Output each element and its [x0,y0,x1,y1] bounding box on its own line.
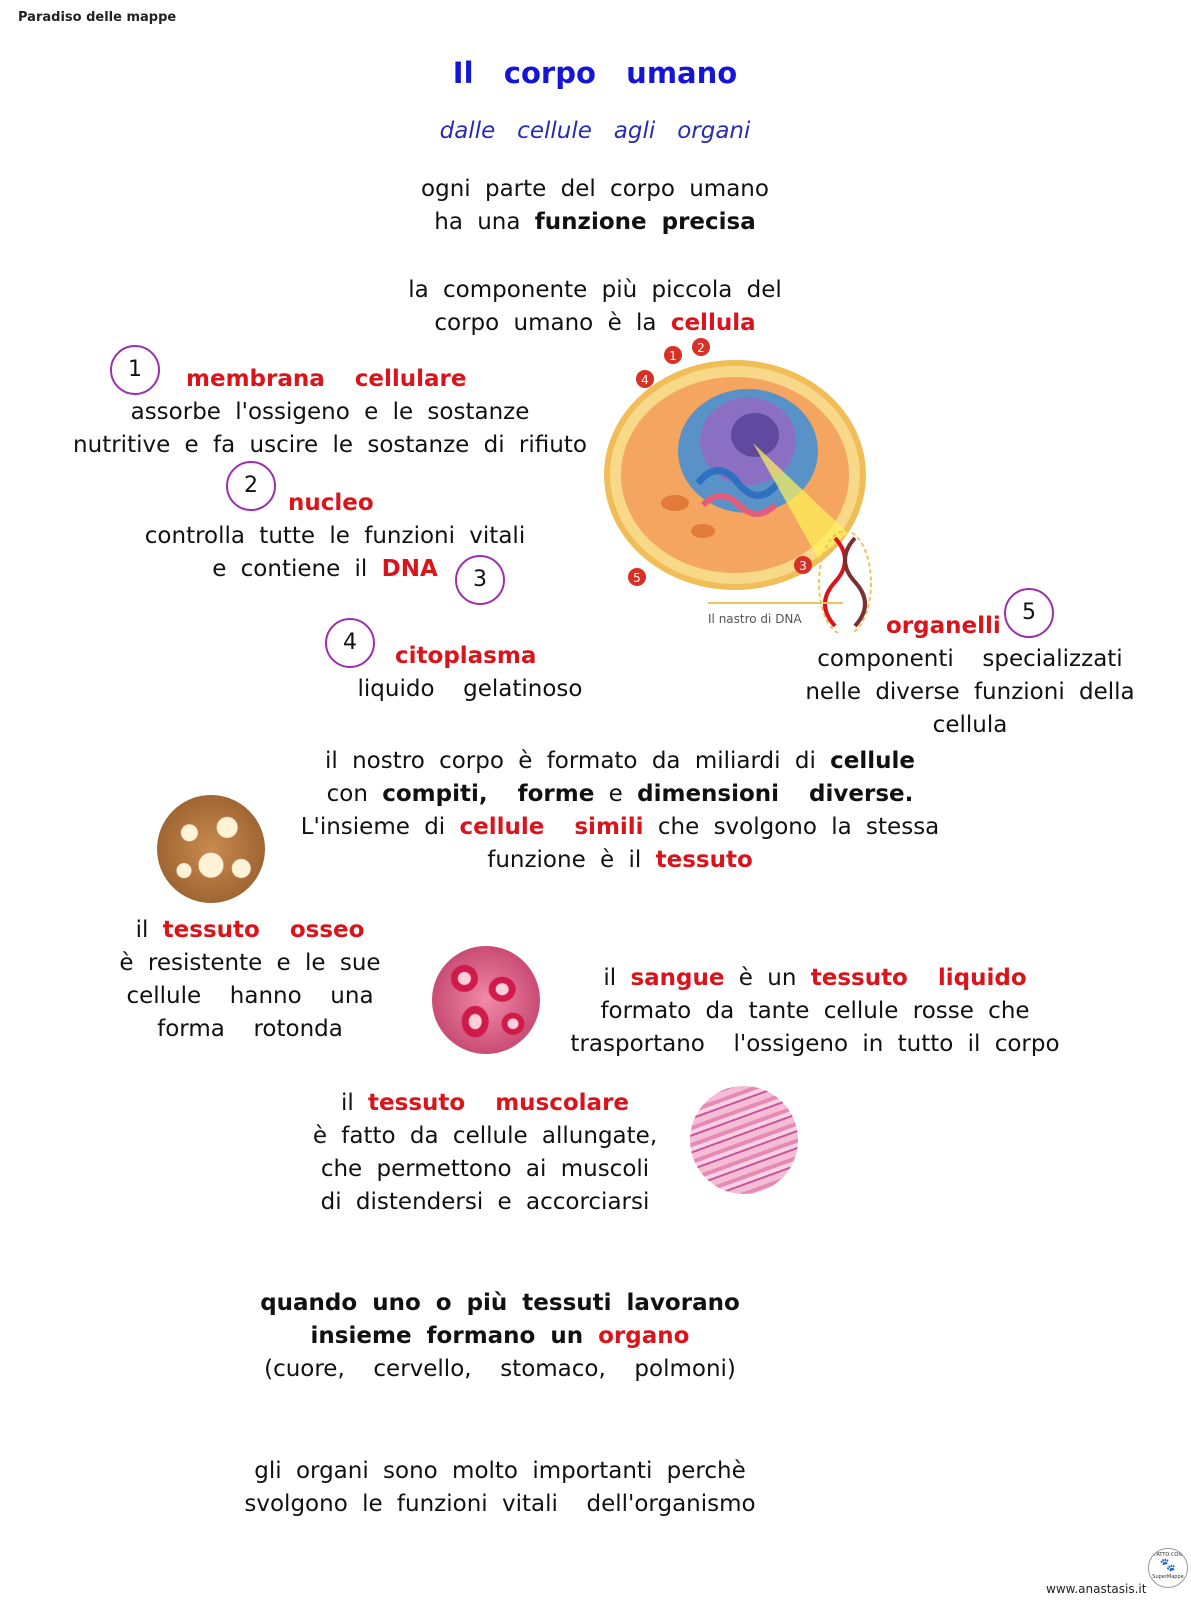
muscle-line-3: che permettono ai muscoli [320,1156,650,1182]
number-badge-5: 5 [1004,588,1054,638]
organelles-desc-line-2: nelle diverse funzioni della [805,679,1135,705]
blood-tissue-image [432,946,540,1054]
muscle-tissue-text [290,1087,680,1219]
website-link[interactable]: www.anastasis.it [1046,1582,1147,1596]
badge-bottom-text: SuperMappe [1152,1574,1184,1580]
organ-paragraph [200,1287,800,1386]
organelles-description [760,643,1180,742]
organ-line-2: insieme formano un organo [310,1323,690,1349]
cells-line-1: il nostro corpo è formato da miliardi di cellule [325,748,915,774]
bone-line-3: cellule hanno una [126,983,374,1009]
page-subtitle: dalle cellule agli organi [439,118,751,144]
cell-intro-line-2: corpo umano è la cellula [434,310,756,336]
membrane-title: membrana cellulare [186,366,467,392]
intro-line-2: ha una funzione precisa [434,209,756,235]
nucleus-title: nucleo [288,490,374,516]
nucleus-desc-line-2: e contiene il DNA [212,556,438,582]
nucleus-desc-line-1: controlla tutte le funzioni vitali [144,523,526,549]
svg-text:1: 1 [669,349,677,363]
bone-line-1: il tessuto osseo [135,917,365,943]
blood-line-1: il sangue è un tessuto liquido [603,965,1027,991]
closing-line-1: gli organi sono molto importanti perchè [254,1458,746,1484]
muscle-line-2: è fatto da cellule allungate, [312,1123,658,1149]
paw-icon: 🐾 [1159,1558,1177,1573]
intro-text [300,173,890,239]
intro-line-1: ogni parte del corpo umano [421,176,769,202]
closing-line-2: svolgono le funzioni vitali dell'organismo [244,1491,756,1517]
membrane-description [40,396,620,462]
page-title: Il corpo umano [452,56,738,90]
organ-line-1: quando uno o più tessuti lavorano [260,1290,740,1316]
cell-intro-text [300,274,890,340]
dna-caption: Il nastro di DNA [708,612,802,626]
closing-paragraph [200,1455,800,1521]
bone-tissue-image [157,795,265,903]
badge-top-text: FATTO CON [1153,1552,1183,1558]
number-badge-3: 3 [455,555,505,605]
bone-tissue-text [105,914,395,1046]
number-badge-1: 1 [110,345,160,395]
number-badge-4: 4 [325,618,375,668]
cells-paragraph [260,745,980,877]
cytoplasm-title: citoplasma [395,643,537,669]
membrane-desc-line-2: nutritive e fa uscire le sostanze di rifiuto [73,432,587,458]
membrane-desc-line-1: assorbe l'ossigeno e le sostanze [130,399,530,425]
muscle-line-1: il tessuto muscolare [340,1090,630,1116]
blood-line-3: trasportano l'ossigeno in tutto il corpo [570,1031,1060,1057]
organelles-title: organelli [886,613,1001,639]
cytoplasm-description: liquido gelatinoso [357,676,583,702]
organ-line-3: (cuore, cervello, stomaco, polmoni) [264,1356,736,1382]
svg-text:4: 4 [641,373,649,387]
cells-line-3: L'insieme di cellule simili che svolgono la stessa [300,814,940,840]
svg-text:2: 2 [697,341,705,355]
organelles-desc-line-3: cellula [932,712,1008,738]
cells-line-2: con compiti, forme e dimensioni diverse. [326,781,914,807]
cell-illustration [603,333,885,633]
organelles-desc-line-1: componenti specializzati [817,646,1123,672]
svg-text:3: 3 [799,559,807,573]
blood-tissue-text [545,962,1085,1061]
svg-text:5: 5 [633,571,641,585]
cell-intro-line-1: la componente più piccola del [408,277,782,303]
muscle-tissue-image [690,1086,798,1194]
bone-line-4: forma rotonda [157,1016,343,1042]
blood-line-2: formato da tante cellule rosse che [600,998,1030,1024]
number-badge-2: 2 [226,461,276,511]
bone-line-2: è resistente e le sue [119,950,381,976]
cells-line-4: funzione è il tessuto [487,847,753,873]
source-label: Paradiso delle mappe [18,10,177,25]
supermappe-badge [1148,1548,1188,1588]
muscle-line-4: di distendersi e accorciarsi [320,1189,650,1215]
